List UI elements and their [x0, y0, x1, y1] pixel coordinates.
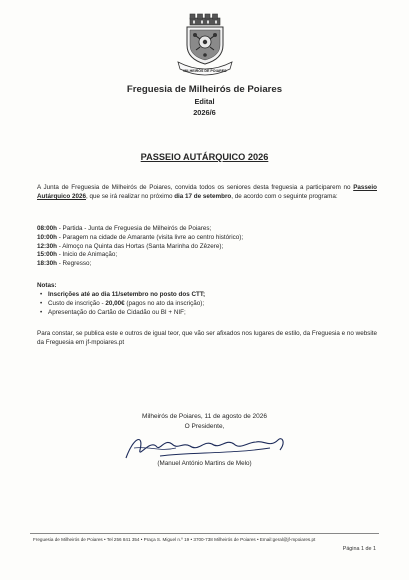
note-cost-label: Custo de inscrição -: [48, 299, 106, 307]
note-registration: Inscrições até ao dia 11/setembro no posto dos CTT;: [48, 291, 206, 298]
footer-contact: Freguesia de Milheirós de Poiares • Tel 256 841 354 • Praça S. Miguel n.º 19 • 3700-738 Milheirós de Poiares • Email:geral@jf-mpoiares.pt: [33, 537, 316, 542]
note-cost-detail: (pagos no ato da inscrição);: [124, 299, 205, 307]
schedule-item: [37, 234, 243, 243]
note-documents: Apresentação do Cartão de Cidadão ou BI + NIF;: [48, 308, 186, 316]
intro-text-3: , de acordo com o seguinte programa:: [231, 193, 338, 200]
schedule-text: - Partida - Junta de Freguesia de Milheirós de Poiares;: [56, 225, 212, 232]
intro-paragraph: [37, 183, 377, 201]
footer-divider: [30, 533, 379, 534]
org-name: Freguesia de Milheirós de Poiares: [126, 84, 283, 95]
note-item: [48, 309, 205, 318]
place-date: Milheirós de Poiares, 11 de agosto de 2026: [142, 413, 267, 420]
note-item: [48, 300, 205, 309]
schedule-item: [37, 251, 243, 260]
schedule-time: 18:30h: [37, 260, 57, 268]
page-title: PASSEIO AUTÁRQUICO 2026: [140, 152, 269, 162]
doc-type: Edital: [194, 97, 215, 106]
schedule-item: [37, 243, 243, 252]
note-item: [48, 291, 205, 300]
intro-event-name: Passeio Autárquico 2026: [37, 184, 377, 200]
schedule-time: 12:30h: [37, 242, 57, 250]
schedule-text: - Almoço na Quinta das Hortas (Santa Marinha do Zêzere);: [56, 242, 224, 250]
schedule-text: - Regresso;: [56, 260, 92, 268]
signer-name: (Manuel António Martins de Melo): [157, 460, 252, 467]
parish-crest-icon: [174, 12, 236, 78]
schedule-item: [37, 260, 243, 269]
doc-number: 2026/6: [193, 108, 216, 117]
intro-text-1: A Junta de Freguesia de Milheirós de Poiares, convida todos os seniores desta freguesia a participarem no: [37, 184, 354, 191]
schedule-time: 08:00h: [37, 225, 57, 232]
intro-event-date: dia 17 de setembro: [174, 193, 232, 200]
notes-list: [37, 291, 205, 317]
schedule-list: [37, 225, 243, 269]
note-cost-value: 20,00€: [105, 299, 125, 307]
schedule-text: - Paragem na cidade de Amarante (visita livre ao centro histórico);: [56, 233, 244, 241]
schedule-time: 10:00h: [37, 233, 57, 241]
closing-paragraph: Para constar, se publica este e outros de igual teor, que vão ser afixados nos lugares de estilo, da Freguesia e no website da Freguesia em jf-mpoiares.pt: [37, 330, 377, 346]
schedule-time: 15:00h: [37, 251, 57, 259]
schedule-item: [37, 225, 243, 234]
intro-text-2: , que se irá realizar no próximo: [86, 193, 175, 200]
schedule-text: - Inicio de Animação;: [56, 251, 118, 259]
crest-ribbon-text: MILHEIRÓS DE POIARES: [183, 69, 227, 73]
signer-role: O Presidente,: [184, 423, 225, 430]
page-number: Página 1 de 1: [342, 546, 376, 552]
notes-title: Notas:: [37, 282, 57, 289]
